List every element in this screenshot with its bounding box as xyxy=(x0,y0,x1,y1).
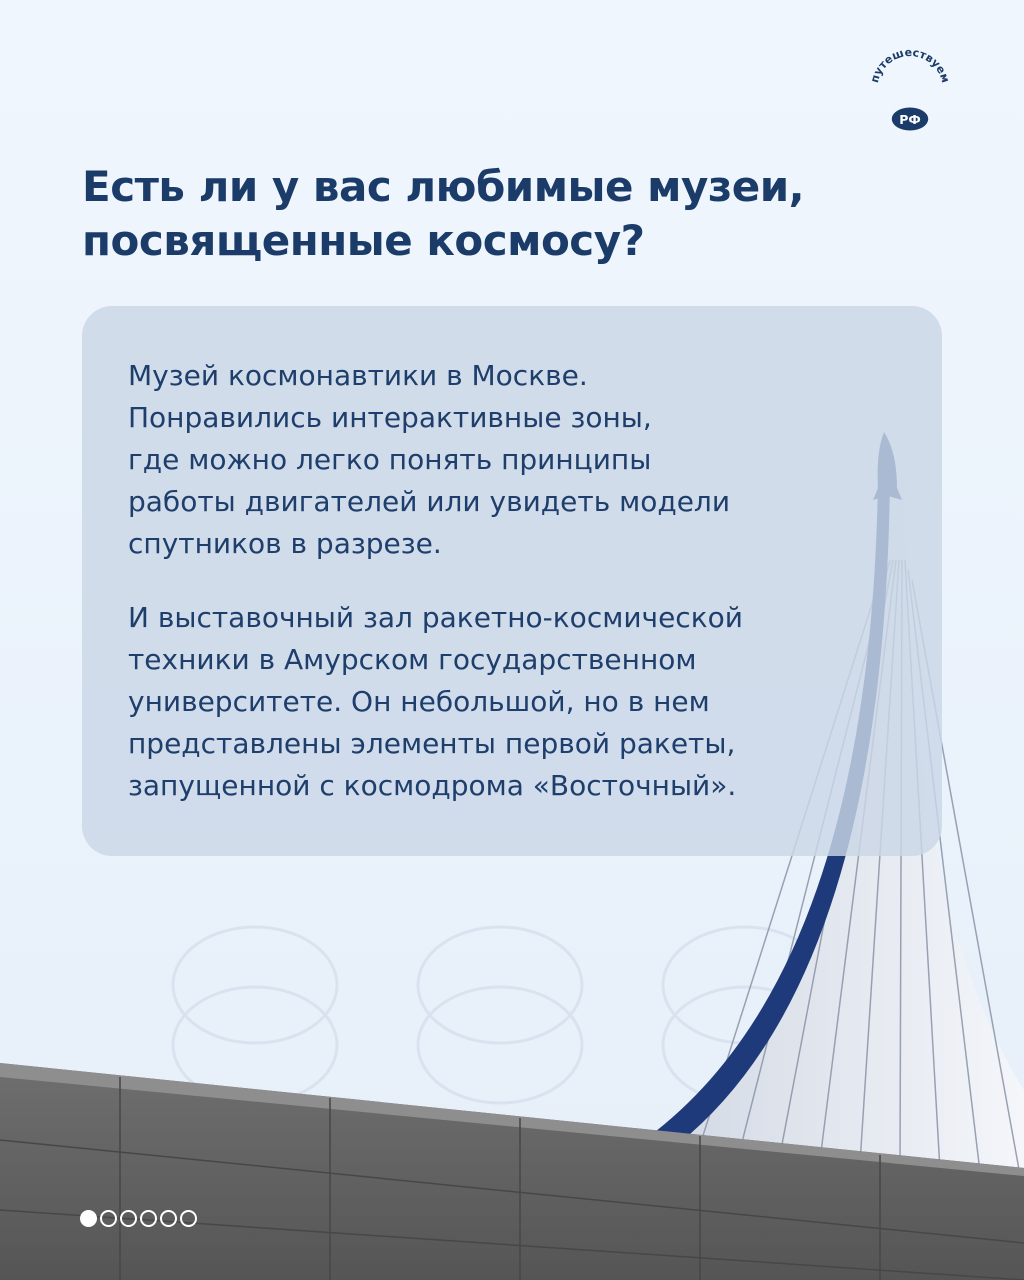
answer-line: университете. Он небольшой, но в нем xyxy=(128,685,710,718)
answer-line: Понравились интерактивные зоны, xyxy=(128,401,652,434)
pagination-dot[interactable] xyxy=(120,1210,137,1227)
logo-text: путешествуем xyxy=(867,46,953,85)
answer-line: где можно легко понять принципы xyxy=(128,443,652,476)
answer-line: спутников в разрезе. xyxy=(128,527,442,560)
answer-line: запущенной с космодрома «Восточный». xyxy=(128,769,737,802)
title-line: посвященные космосу? xyxy=(82,216,645,265)
pagination-dot[interactable] xyxy=(160,1210,177,1227)
answer-line: работы двигателей или увидеть модели xyxy=(128,485,731,518)
answer-paragraph xyxy=(128,597,743,807)
pagination-dot[interactable] xyxy=(180,1210,197,1227)
answer-line: Музей космонавтики в Москве. xyxy=(128,359,588,392)
answer-line: представлены элементы первой ракеты, xyxy=(128,727,736,760)
logo-badge-text: РФ xyxy=(899,111,921,127)
answer-line: И выставочный зал ракетно-космической xyxy=(128,601,743,634)
answer-line: техники в Амурском государственном xyxy=(128,643,697,676)
pagination-dot[interactable] xyxy=(100,1210,117,1227)
title-line: Есть ли у вас любимые музеи, xyxy=(82,162,805,211)
answer-paragraph xyxy=(128,355,730,565)
answer-card xyxy=(82,306,942,856)
pagination-dot[interactable] xyxy=(80,1210,97,1227)
pagination-dots[interactable] xyxy=(80,1210,197,1227)
pagination-dot[interactable] xyxy=(140,1210,157,1227)
